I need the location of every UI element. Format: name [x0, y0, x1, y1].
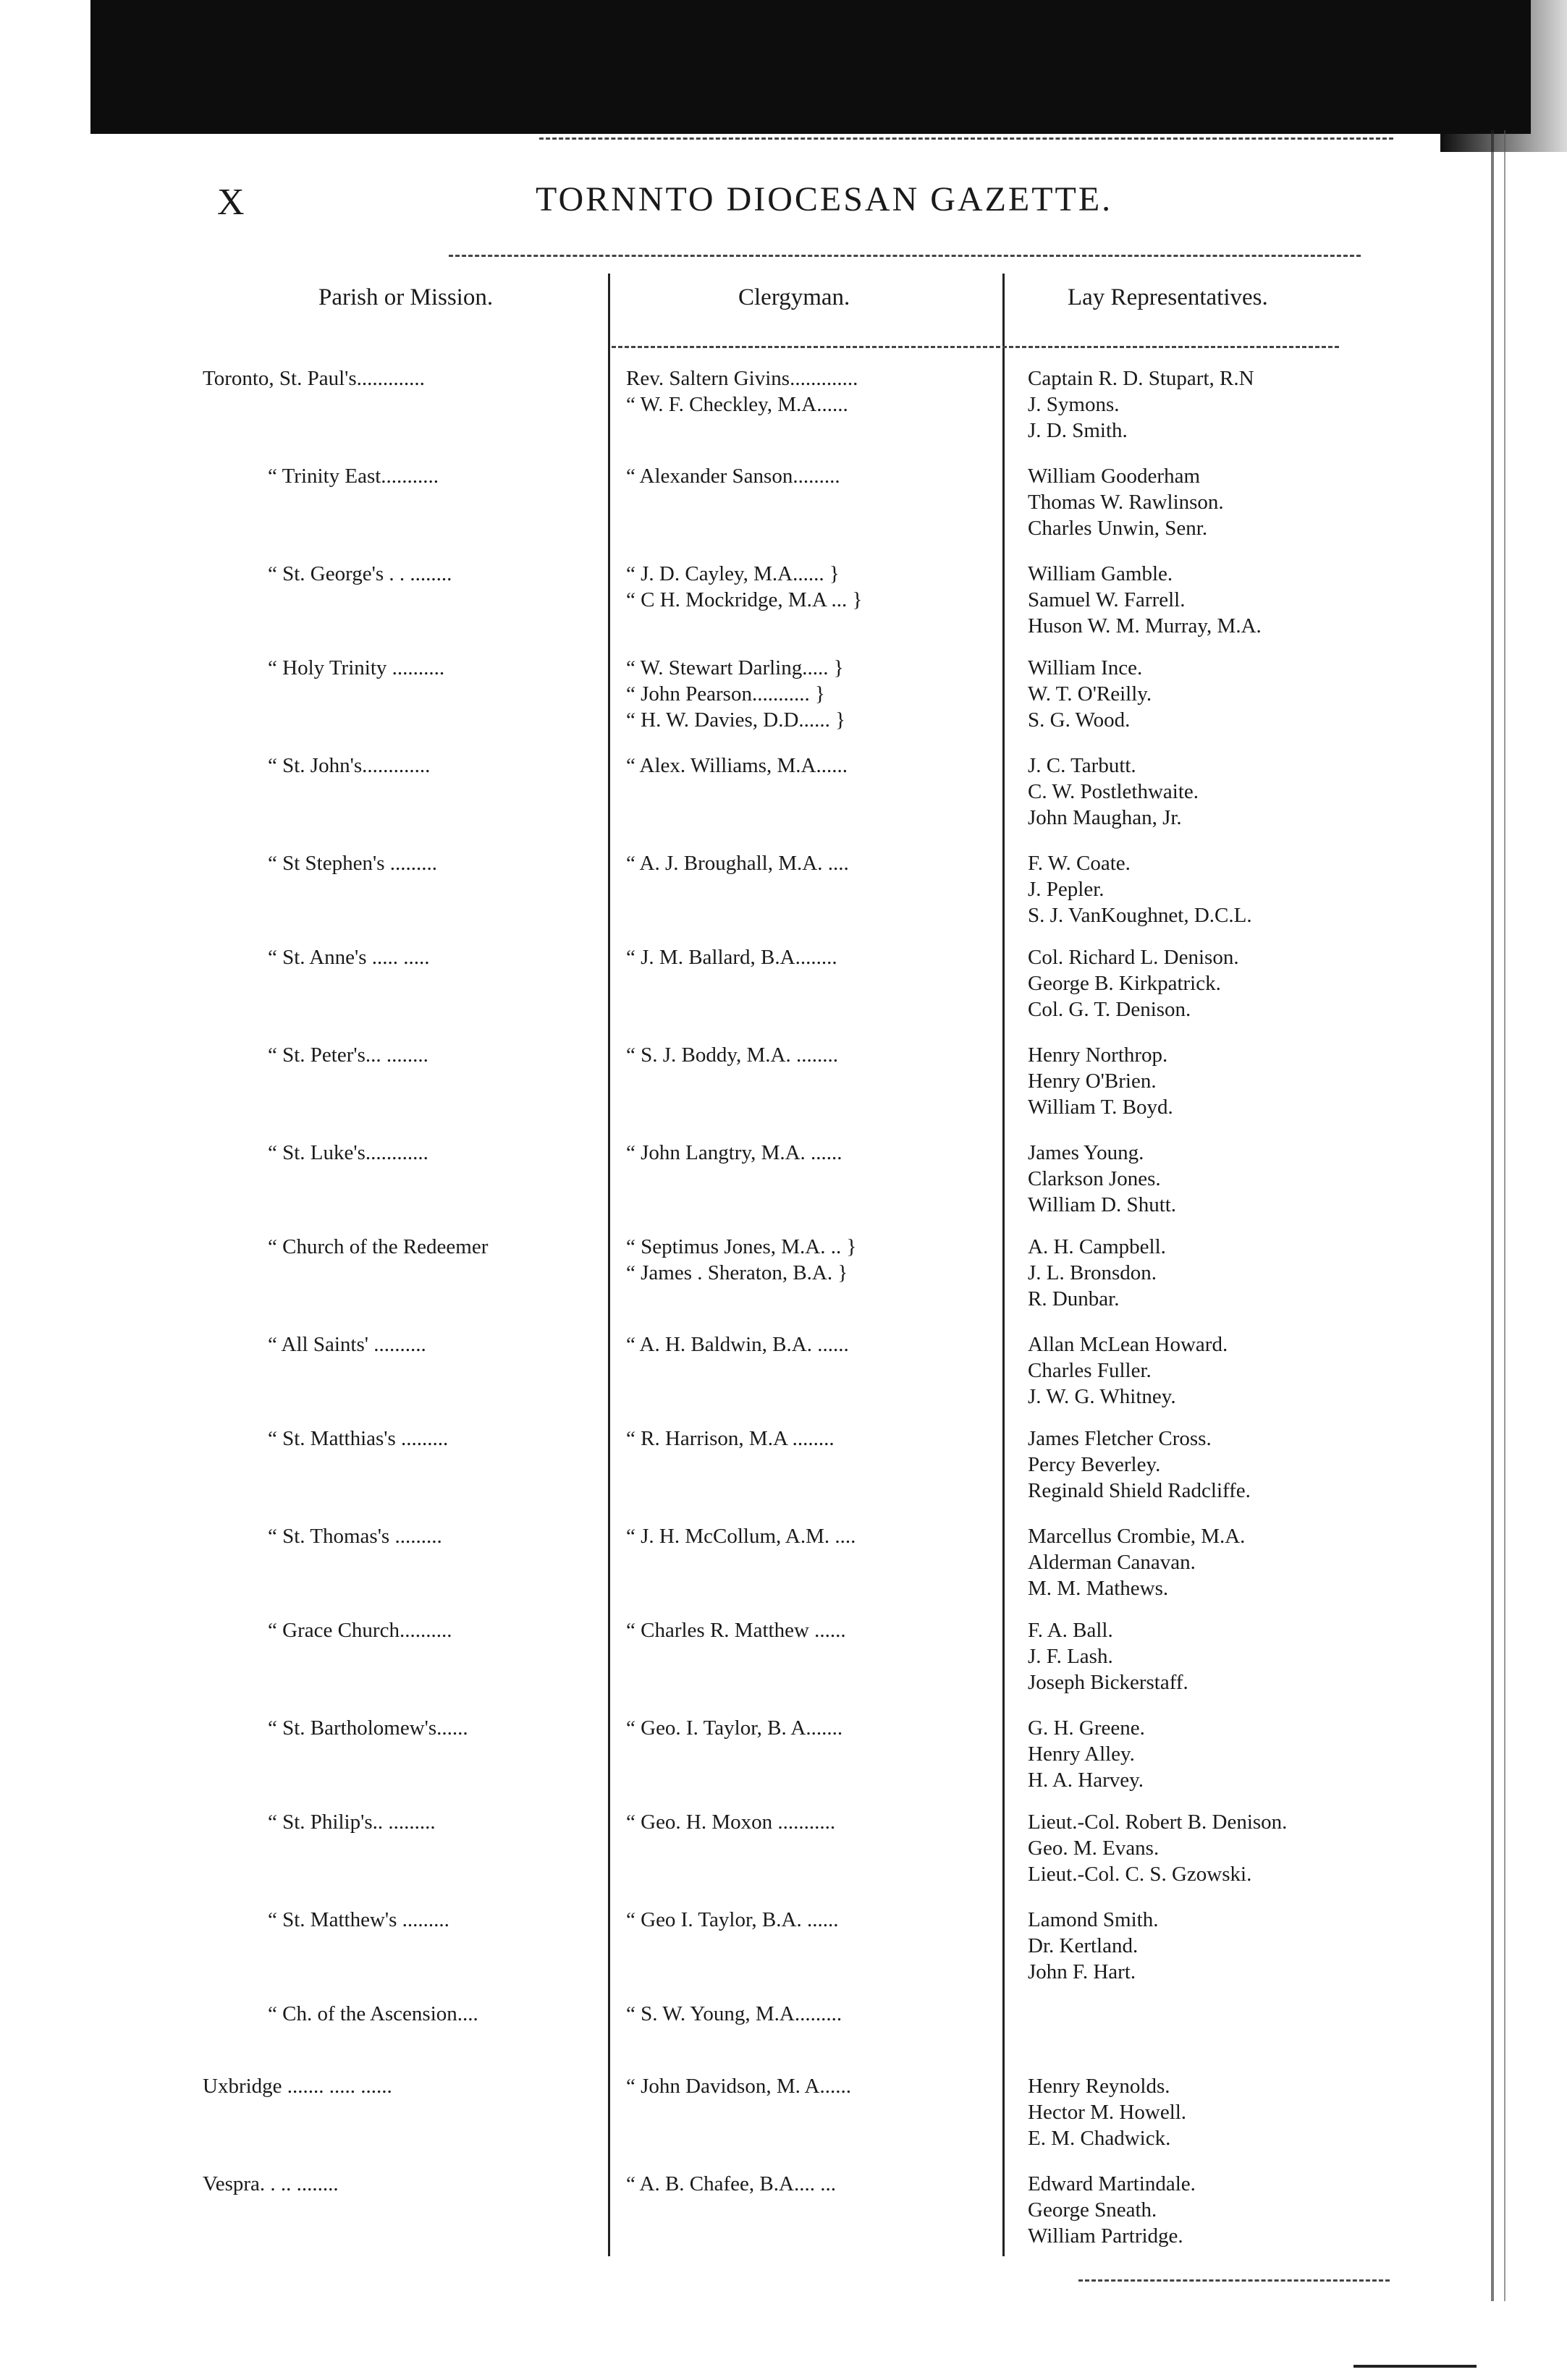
parish-name [203, 2073, 608, 2099]
lay-representative-name: John F. Hart. [1028, 1960, 1136, 1983]
lay-representatives-cell [1028, 463, 1404, 541]
lay-representative-name: George Sneath. [1028, 2198, 1157, 2222]
lay-representative-name: Geo. M. Evans. [1028, 1837, 1160, 1860]
lay-representative-name: S. J. VanKoughnet, D.C.L. [1028, 904, 1252, 927]
clergyman-name: “ A. J. Broughall, M.A. .... [626, 852, 849, 875]
lay-representatives-cell [1028, 1809, 1404, 1887]
clergyman-name: “ John Langtry, M.A. ...... [626, 1141, 842, 1164]
lay-representatives-cell [1028, 850, 1404, 928]
lay-representative-name: Henry O'Brien. [1028, 1070, 1157, 1093]
parish-label: “ Grace Church.......... [268, 1619, 452, 1642]
parish-name [203, 1331, 673, 1358]
lay-representative-name: Samuel W. Farrell. [1028, 588, 1186, 611]
lay-representative-name: Charles Unwin, Senr. [1028, 517, 1208, 540]
parish-name [203, 944, 673, 970]
lay-representatives-cell [1028, 2073, 1404, 2151]
lay-representative-name: J. C. Tarbutt. [1028, 754, 1136, 777]
parish-name [203, 850, 673, 876]
lay-representative-name: S. G. Wood. [1028, 708, 1131, 732]
clergyman-name: “ S. W. Young, M.A......... [626, 2002, 842, 2025]
parish-label: “ All Saints' .......... [268, 1333, 426, 1356]
parish-label: “ Church of the Redeemer [268, 1235, 489, 1258]
lay-representatives-cell [1028, 1715, 1404, 1793]
lay-representative-name: Hector M. Howell. [1028, 2101, 1187, 2124]
clergyman-name: “ Geo I. Taylor, B.A. ...... [626, 1908, 839, 1931]
lay-representative-name: William Ince. [1028, 656, 1143, 679]
parish-label: “ St. Bartholomew's...... [268, 1716, 468, 1740]
parish-name [203, 1234, 673, 1260]
parish-label: “ St. John's............. [268, 754, 431, 777]
lay-representative-name: W. T. O'Reilly. [1028, 682, 1152, 706]
lay-representative-name: J. W. G. Whitney. [1028, 1385, 1176, 1408]
parish-name [203, 1617, 673, 1643]
lay-representative-name: H. A. Harvey. [1028, 1769, 1144, 1792]
lay-representative-name: Captain R. D. Stupart, R.N [1028, 367, 1254, 390]
clergyman-name: “ J. M. Ballard, B.A........ [626, 946, 837, 969]
lay-representatives-cell [1028, 1140, 1404, 1218]
clergyman-name: “ A. H. Baldwin, B.A. ...... [626, 1333, 849, 1356]
parish-name [203, 2001, 673, 2027]
clergyman-name: “ John Pearson........... } [626, 682, 825, 706]
parish-name [203, 1523, 673, 1549]
lay-representative-name: Clarkson Jones. [1028, 1167, 1161, 1190]
clergyman-name: “ A. B. Chafee, B.A.... ... [626, 2172, 836, 2195]
clergyman-name: “ Geo. I. Taylor, B. A....... [626, 1716, 843, 1740]
lay-representative-name: Henry Alley. [1028, 1742, 1135, 1766]
header-separator [612, 346, 1339, 348]
lay-representative-name: Dr. Kertland. [1028, 1934, 1139, 1957]
page-spine [1491, 130, 1505, 2301]
lay-representative-name: Edward Martindale. [1028, 2172, 1196, 2195]
parish-name [203, 1809, 673, 1835]
parish-label: “ Trinity East........... [268, 465, 439, 488]
bottom-rule [1078, 2279, 1390, 2282]
lay-representatives-cell [1028, 1042, 1404, 1120]
lay-representative-name: John Maughan, Jr. [1028, 806, 1182, 829]
scan-border-fade [1440, 0, 1567, 152]
lay-representative-name: J. D. Smith. [1028, 419, 1128, 442]
parish-name [203, 753, 673, 779]
lay-representative-name: J. L. Bronsdon. [1028, 1261, 1157, 1284]
lay-representative-name: Henry Northrop. [1028, 1043, 1168, 1067]
lay-representative-name: William Gooderham [1028, 465, 1201, 488]
clergyman-name: “ J. H. McCollum, A.M. .... [626, 1525, 856, 1548]
clergyman-cell [626, 2001, 1198, 2027]
parish-label: “ St. Philip's.. ......... [268, 1811, 436, 1834]
lay-representative-name: Alderman Canavan. [1028, 1551, 1196, 1574]
lay-representative-name: A. H. Campbell. [1028, 1235, 1166, 1258]
lay-representatives-cell [1028, 1523, 1404, 1601]
lay-representatives-cell [1028, 561, 1404, 639]
parish-name [203, 1426, 673, 1452]
lay-representative-name: R. Dunbar. [1028, 1287, 1120, 1310]
lay-representative-name: Marcellus Crombie, M.A. [1028, 1525, 1246, 1548]
lay-representative-name: F. A. Ball. [1028, 1619, 1113, 1642]
parish-label: Toronto, St. Paul's............. [203, 367, 425, 390]
parish-label: “ St Stephen's ......... [268, 852, 437, 875]
parish-name [203, 1042, 673, 1068]
lay-representative-name: C. W. Postlethwaite. [1028, 780, 1199, 803]
lay-representative-name: James Young. [1028, 1141, 1144, 1164]
parish-label: Uxbridge ....... ..... ...... [203, 2075, 392, 2098]
clergyman-name: “ Alex. Williams, M.A...... [626, 754, 848, 777]
lay-representative-name: F. W. Coate. [1028, 852, 1131, 875]
lay-representative-name: G. H. Greene. [1028, 1716, 1145, 1740]
lay-representatives-cell [1028, 753, 1404, 831]
parish-name [203, 655, 673, 681]
parish-name [203, 561, 673, 587]
lay-representative-name: Lieut.-Col. C. S. Gzowski. [1028, 1863, 1252, 1886]
top-rule [539, 137, 1393, 140]
lay-representative-name: Huson W. M. Murray, M.A. [1028, 614, 1262, 638]
lay-representative-name: M. M. Mathews. [1028, 1577, 1169, 1600]
lay-representative-name: William T. Boyd. [1028, 1096, 1173, 1119]
parish-label: “ St. Peter's... ........ [268, 1043, 428, 1067]
lay-representative-name: Col. G. T. Denison. [1028, 998, 1191, 1021]
parish-label: “ St. Thomas's ......... [268, 1525, 442, 1548]
lay-representatives-cell [1028, 1331, 1404, 1410]
lay-representatives-cell [1028, 365, 1404, 444]
lay-representatives-cell [1028, 1234, 1404, 1312]
lay-representatives-cell [1028, 1907, 1404, 1985]
page-number: X [217, 182, 245, 223]
clergyman-name: Rev. Saltern Givins............. [626, 367, 858, 390]
lay-representative-name: Percy Beverley. [1028, 1453, 1161, 1476]
clergyman-name: “ H. W. Davies, D.D...... } [626, 708, 846, 732]
parish-label: Vespra. . .. ........ [203, 2172, 339, 2195]
parish-name [203, 1907, 673, 1933]
lay-representatives-cell [1028, 2171, 1404, 2249]
parish-label: “ St. Luke's............ [268, 1141, 428, 1164]
parish-label: “ St. George's . . ........ [268, 562, 452, 585]
lay-representative-name: William D. Shutt. [1028, 1193, 1177, 1216]
clergyman-name: “ C H. Mockridge, M.A ... } [626, 588, 863, 611]
column-header-parish: Parish or Mission. [318, 284, 494, 310]
page-title: TORNNTO DIOCESAN GAZETTE. [536, 180, 1113, 219]
lay-representative-name: J. Pepler. [1028, 878, 1104, 901]
header-rule [449, 255, 1361, 257]
column-header-clergyman: Clergyman. [738, 284, 850, 310]
lay-representative-name: George B. Kirkpatrick. [1028, 972, 1221, 995]
lay-representative-name: Thomas W. Rawlinson. [1028, 491, 1224, 514]
parish-label: “ Ch. of the Ascension.... [268, 2002, 478, 2025]
lay-representative-name: Reginald Shield Radcliffe. [1028, 1479, 1251, 1502]
clergyman-name: “ John Davidson, M. A...... [626, 2075, 851, 2098]
clergyman-name: “ Septimus Jones, M.A. .. } [626, 1235, 857, 1258]
clergyman-name: “ Alexander Sanson......... [626, 465, 840, 488]
lay-representative-name: Joseph Bickerstaff. [1028, 1671, 1188, 1694]
parish-label: “ St. Matthew's ......... [268, 1908, 449, 1931]
lay-representatives-cell [1028, 1426, 1404, 1504]
clergyman-name: “ R. Harrison, M.A ........ [626, 1427, 835, 1450]
lay-representative-name: Lamond Smith. [1028, 1908, 1159, 1931]
parish-name [203, 463, 673, 489]
lay-representative-name: William Gamble. [1028, 562, 1173, 585]
parish-label: “ St. Anne's ..... ..... [268, 946, 430, 969]
column-header-lay: Lay Representatives. [1068, 284, 1268, 310]
footer-rule [1353, 2365, 1477, 2368]
lay-representative-name: Lieut.-Col. Robert B. Denison. [1028, 1811, 1288, 1834]
lay-representative-name: J. F. Lash. [1028, 1645, 1113, 1668]
clergyman-name: “ J. D. Cayley, M.A...... } [626, 562, 840, 585]
parish-name [203, 1715, 673, 1741]
lay-representative-name: Charles Fuller. [1028, 1359, 1152, 1382]
lay-representative-name: James Fletcher Cross. [1028, 1427, 1212, 1450]
parish-name [203, 1140, 673, 1166]
lay-representatives-cell [1028, 655, 1404, 733]
clergyman-name: “ W. Stewart Darling..... } [626, 656, 844, 679]
lay-representative-name: Allan McLean Howard. [1028, 1333, 1228, 1356]
lay-representative-name: William Partridge. [1028, 2224, 1183, 2248]
lay-representative-name: J. Symons. [1028, 393, 1120, 416]
clergyman-name: “ S. J. Boddy, M.A. ........ [626, 1043, 838, 1067]
lay-representative-name: Henry Reynolds. [1028, 2075, 1170, 2098]
parish-label: “ St. Matthias's ......... [268, 1427, 449, 1450]
parish-label: “ Holy Trinity .......... [268, 656, 445, 679]
lay-representative-name: Col. Richard L. Denison. [1028, 946, 1239, 969]
parish-name [203, 365, 608, 391]
lay-representatives-cell [1028, 944, 1404, 1022]
scan-border [90, 0, 1531, 134]
clergyman-name: “ James . Sheraton, B.A. } [626, 1261, 848, 1284]
lay-representative-name: E. M. Chadwick. [1028, 2127, 1171, 2150]
lay-representatives-cell [1028, 1617, 1404, 1695]
clergyman-name: “ Geo. H. Moxon ........... [626, 1811, 836, 1834]
parish-name [203, 2171, 608, 2197]
clergyman-name: “ Charles R. Matthew ...... [626, 1619, 846, 1642]
clergyman-name: “ W. F. Checkley, M.A...... [626, 393, 848, 416]
